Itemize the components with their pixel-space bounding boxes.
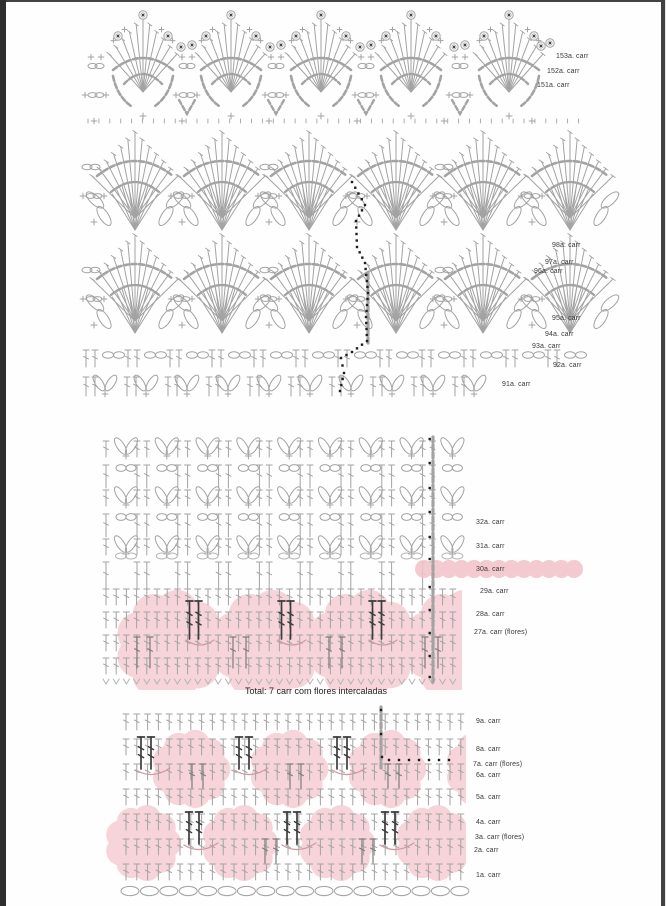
grid-bottom-row-label: 2a. carr	[474, 847, 499, 854]
edging-row-label: 151a. carr	[537, 82, 570, 89]
grid-top-row-label: 28a. carr	[476, 611, 505, 618]
shell-row-label: 95a. carr	[552, 315, 581, 322]
shell-row-label: 91a. carr	[502, 381, 531, 388]
shell-chart	[80, 118, 621, 397]
edging-row-label: 152a. carr	[547, 68, 580, 75]
shell-row-label: 97a. carr	[545, 259, 574, 266]
page-edge-left	[0, 0, 6, 906]
foundation-chain-row	[121, 886, 469, 895]
grid-top-row-label: 30a. carr	[476, 566, 505, 573]
grid-bottom-row-label: 7a. carr (flores)	[473, 761, 523, 768]
grid-bottom-row-label: 8a. carr	[476, 746, 501, 753]
grid-top-row-label: 27a. carr (flores)	[474, 629, 528, 636]
grid-top-row-label: 32a. carr	[476, 519, 505, 526]
grid-bottom-row-label: 3a. carr (flores)	[475, 834, 525, 841]
grid-top-row-label: 31a. carr	[476, 543, 505, 550]
edging-chart	[82, 11, 554, 119]
page-edge-top	[6, 0, 666, 2]
shell-row-label: 94a. carr	[545, 331, 574, 338]
grid-bottom-row-label: 4a. carr	[476, 819, 501, 826]
total-caption: Total: 7 carr com flores intercaladas	[244, 686, 388, 696]
grid-top-row-label: 29a. carr	[480, 588, 509, 595]
grid-bottom-row-label: 1a. carr	[476, 872, 501, 879]
shell-row-label: 93a. carr	[532, 343, 561, 350]
grid-bottom-row-label: 9a. carr	[476, 718, 501, 725]
grid-bottom-row-label: 6a. carr	[476, 772, 501, 779]
edging-row-label: 153a. carr	[556, 53, 589, 60]
shell-row-label: 98a. carr	[552, 242, 581, 249]
shell-row-label: 92a. carr	[553, 362, 582, 369]
grid-bottom-row-label: 5a. carr	[476, 794, 501, 801]
shell-row-label: 96a. carr	[534, 268, 563, 275]
